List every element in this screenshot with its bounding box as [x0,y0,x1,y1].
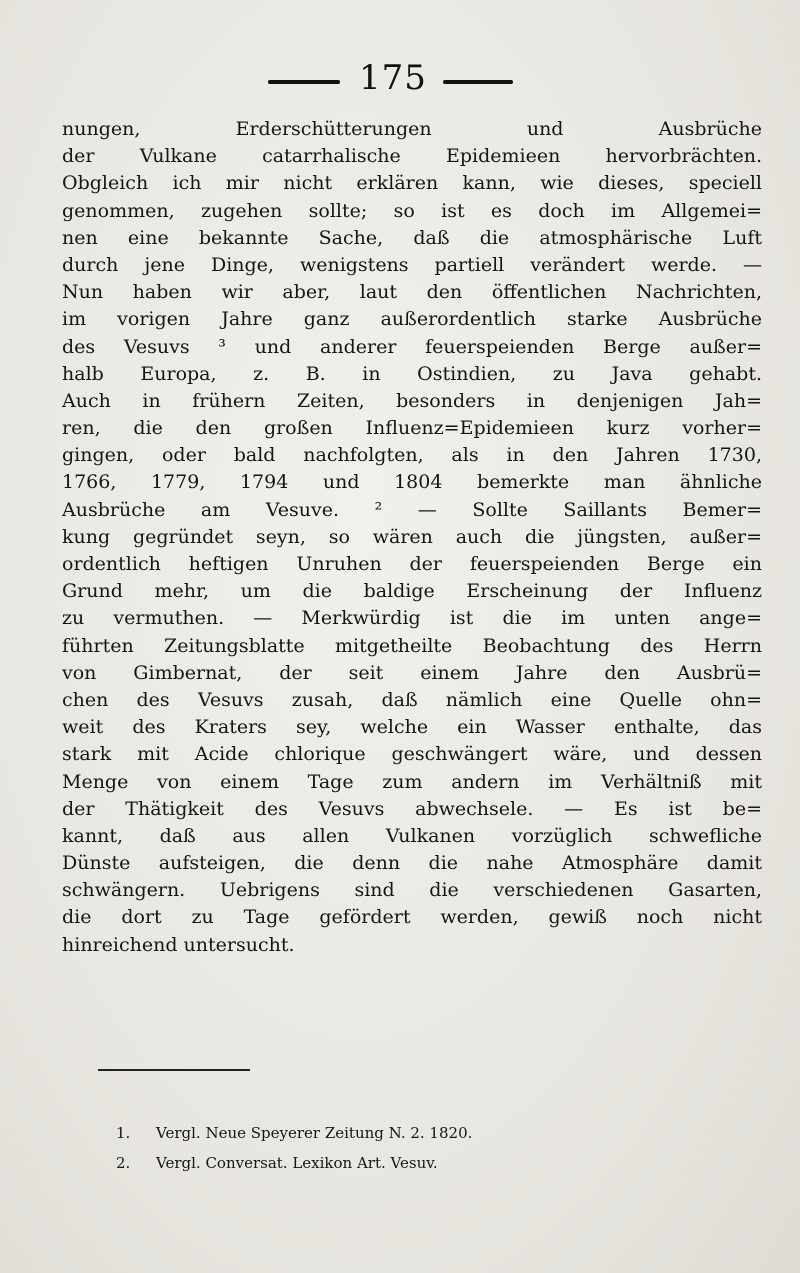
text-line: nen eine bekannte Sache, daß die atmosphärische Luft [62,226,762,249]
text-line: die dort zu Tage gefördert werden, gewiß noch nicht [62,906,762,929]
text-line: nungen, Erderschütterungen und Ausbrüche [62,118,762,140]
text-line: des Vesuvs ³ und anderer feuerspeienden Berge außer= [62,335,762,358]
text-line: Ausbrüche am Vesuve. ² — Sollte Saillants Bemer= [62,498,762,521]
text-line: kannt, daß aus allen Vulkanen vorzüglich schwefliche [62,824,762,847]
text-line: stark mit Acide chlorique geschwängert wäre, und dessen [62,743,762,766]
text-line: im vorigen Jahre ganz außerordentlich starke Ausbrüche [62,308,762,331]
text-line: Auch in frühern Zeiten, besonders in denjenigen Jah= [62,389,762,412]
footnote [116,1118,616,1148]
text-line: Menge von einem Tage zum andern im Verhältniß mit [62,770,762,793]
footnote [116,1148,616,1178]
text-line: zu vermuthen. — Merkwürdig ist die im unten ange= [62,607,762,630]
text-line: von Gimbernat, der seit einem Jahre den Ausbrü= [62,661,762,684]
footnote-text: Vergl. Conversat. Lexikon Art. Vesuv. [156,1154,438,1172]
text-line: kung gegründet seyn, so wären auch die jüngsten, außer= [62,525,762,548]
text-line: weit des Kraters sey, welche ein Wasser enthalte, das [62,716,762,739]
body-text [62,116,762,959]
header-rule-right [443,80,513,84]
text-line: Obgleich ich mir nicht erklären kann, wie dieses, speciell [62,172,762,195]
footnote-text: Vergl. Neue Speyerer Zeitung N. 2. 1820. [156,1124,473,1142]
text-line: 1766, 1779, 1794 und 1804 bemerkte man ähnliche [62,471,762,494]
text-line: hinreichend untersucht. [62,933,295,956]
footnote-divider [98,1069,250,1071]
text-line: Nun haben wir aber, laut den öffentlichen Nachrichten, [62,281,762,304]
text-line: der Vulkane catarrhalische Epidemieen hervorbrächten. [62,145,762,168]
text-line: gingen, oder bald nachfolgten, als in den Jahren 1730, [62,444,762,467]
text-line: Grund mehr, um die baldige Erscheinung der Influenz [62,580,762,603]
footnotes [116,1118,616,1178]
page-header [0,58,800,98]
text-line: genommen, zugehen sollte; so ist es doch im Allgemei= [62,199,762,222]
text-line: führten Zeitungsblatte mitgetheilte Beobachtung des Herrn [62,634,762,657]
text-line: ordentlich heftigen Unruhen der feuerspeienden Berge ein [62,553,762,575]
text-line: Dünste aufsteigen, die denn die nahe Atmosphäre damit [62,852,762,875]
page-number: 175 [359,58,427,98]
text-line: durch jene Dinge, wenigstens partiell verändert werde. — [62,253,762,276]
footnote-number: 1. [116,1124,131,1142]
text-line: der Thätigkeit des Vesuvs abwechsele. — Es ist be= [62,797,762,820]
text-line: halb Europa, z. B. in Ostindien, zu Java gehabt. [62,362,762,385]
text-line: ren, die den großen Influenz=Epidemieen kurz vorher= [62,417,762,440]
text-line: schwängern. Uebrigens sind die verschiedenen Gasarten, [62,879,762,902]
text-line: chen des Vesuvs zusah, daß nämlich eine Quelle ohn= [62,688,762,711]
header-rule-left [268,80,340,84]
footnote-number: 2. [116,1154,131,1172]
